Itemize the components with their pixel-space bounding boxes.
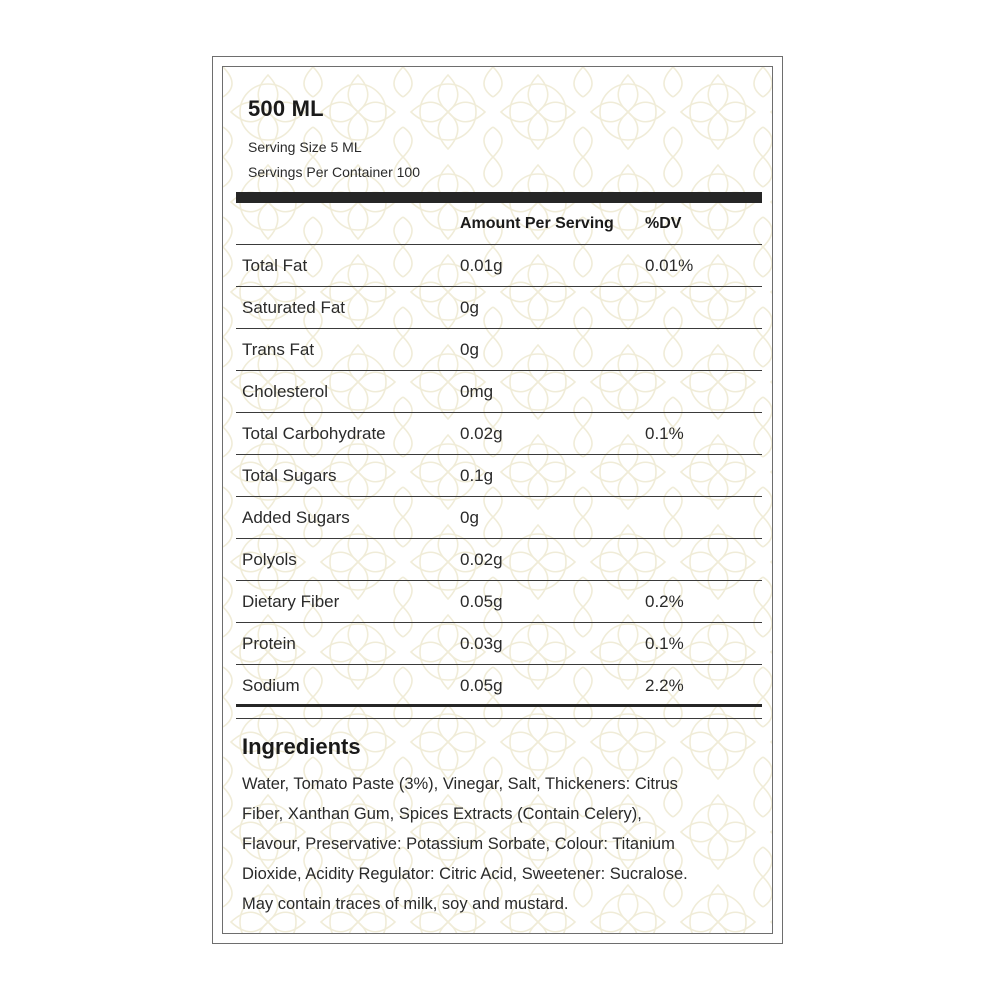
- nutrient-rows: [236, 245, 762, 707]
- table-row: [236, 287, 762, 329]
- nutrient-dv: 2.2%: [645, 676, 684, 695]
- nutrient-dv: 0.01%: [645, 256, 694, 275]
- nutrient-name: Trans Fat: [242, 340, 315, 359]
- nutrient-name: Polyols: [242, 550, 297, 569]
- table-row: [236, 497, 762, 539]
- container-volume: 500 ML: [248, 96, 324, 121]
- nutrient-name: Sodium: [242, 676, 300, 695]
- table-row: [236, 581, 762, 623]
- serving-size: Serving Size 5 ML: [248, 139, 362, 155]
- nutrient-name: Protein: [242, 634, 296, 653]
- nutrient-name: Saturated Fat: [242, 298, 346, 317]
- nutrient-amount: 0.1g: [460, 466, 494, 485]
- nutrient-amount: 0.01g: [460, 256, 503, 275]
- table-row: [236, 413, 762, 455]
- nutrient-amount: 0.03g: [460, 634, 503, 653]
- nutrient-amount: 0mg: [460, 382, 494, 401]
- nutrient-amount: 0g: [460, 340, 479, 359]
- header-amount-per-serving: Amount Per Serving: [460, 215, 614, 232]
- ingredients-heading: Ingredients: [242, 734, 361, 759]
- table-row: [236, 539, 762, 581]
- nutrient-name: Total Fat: [242, 256, 308, 275]
- nutrient-dv: 0.2%: [645, 592, 684, 611]
- nutrient-dv: 0.1%: [645, 634, 684, 653]
- nutrient-amount: 0g: [460, 508, 479, 527]
- table-row: [236, 623, 762, 665]
- table-row: [236, 455, 762, 497]
- ingredients-line: May contain traces of milk, soy and mustard.: [242, 895, 569, 913]
- table-row: [236, 371, 762, 413]
- table-row: [236, 245, 762, 287]
- nutrient-name: Total Carbohydrate: [242, 424, 386, 443]
- nutrient-amount: 0.02g: [460, 550, 503, 569]
- ingredients-line: Dioxide, Acidity Regulator: Citric Acid, Sweetener: Sucralose.: [242, 865, 688, 883]
- thick-divider: [236, 192, 762, 203]
- ingredients-line: Flavour, Preservative: Potassium Sorbate, Colour: Titanium: [242, 835, 675, 853]
- nutrient-name: Cholesterol: [242, 382, 328, 401]
- nutrient-name: Total Sugars: [242, 466, 337, 485]
- table-row: [236, 665, 762, 707]
- nutrient-amount: 0.05g: [460, 676, 503, 695]
- nutrient-dv: 0.1%: [645, 424, 684, 443]
- nutrition-label: [222, 66, 773, 934]
- nutrient-name: Dietary Fiber: [242, 592, 340, 611]
- nutrient-name: Added Sugars: [242, 508, 350, 527]
- nutrient-amount: 0.05g: [460, 592, 503, 611]
- nutrient-amount: 0.02g: [460, 424, 503, 443]
- header-daily-value: %DV: [645, 215, 682, 232]
- servings-per-container: Servings Per Container 100: [248, 164, 420, 180]
- ingredients-line: Fiber, Xanthan Gum, Spices Extracts (Contain Celery),: [242, 805, 642, 823]
- table-header: [236, 203, 762, 245]
- nutrient-amount: 0g: [460, 298, 479, 317]
- ingredients-text: [242, 769, 757, 919]
- ingredients-divider: [236, 718, 762, 719]
- ingredients-line: Water, Tomato Paste (3%), Vinegar, Salt, Thickeners: Citrus: [242, 775, 678, 793]
- table-row: [236, 329, 762, 371]
